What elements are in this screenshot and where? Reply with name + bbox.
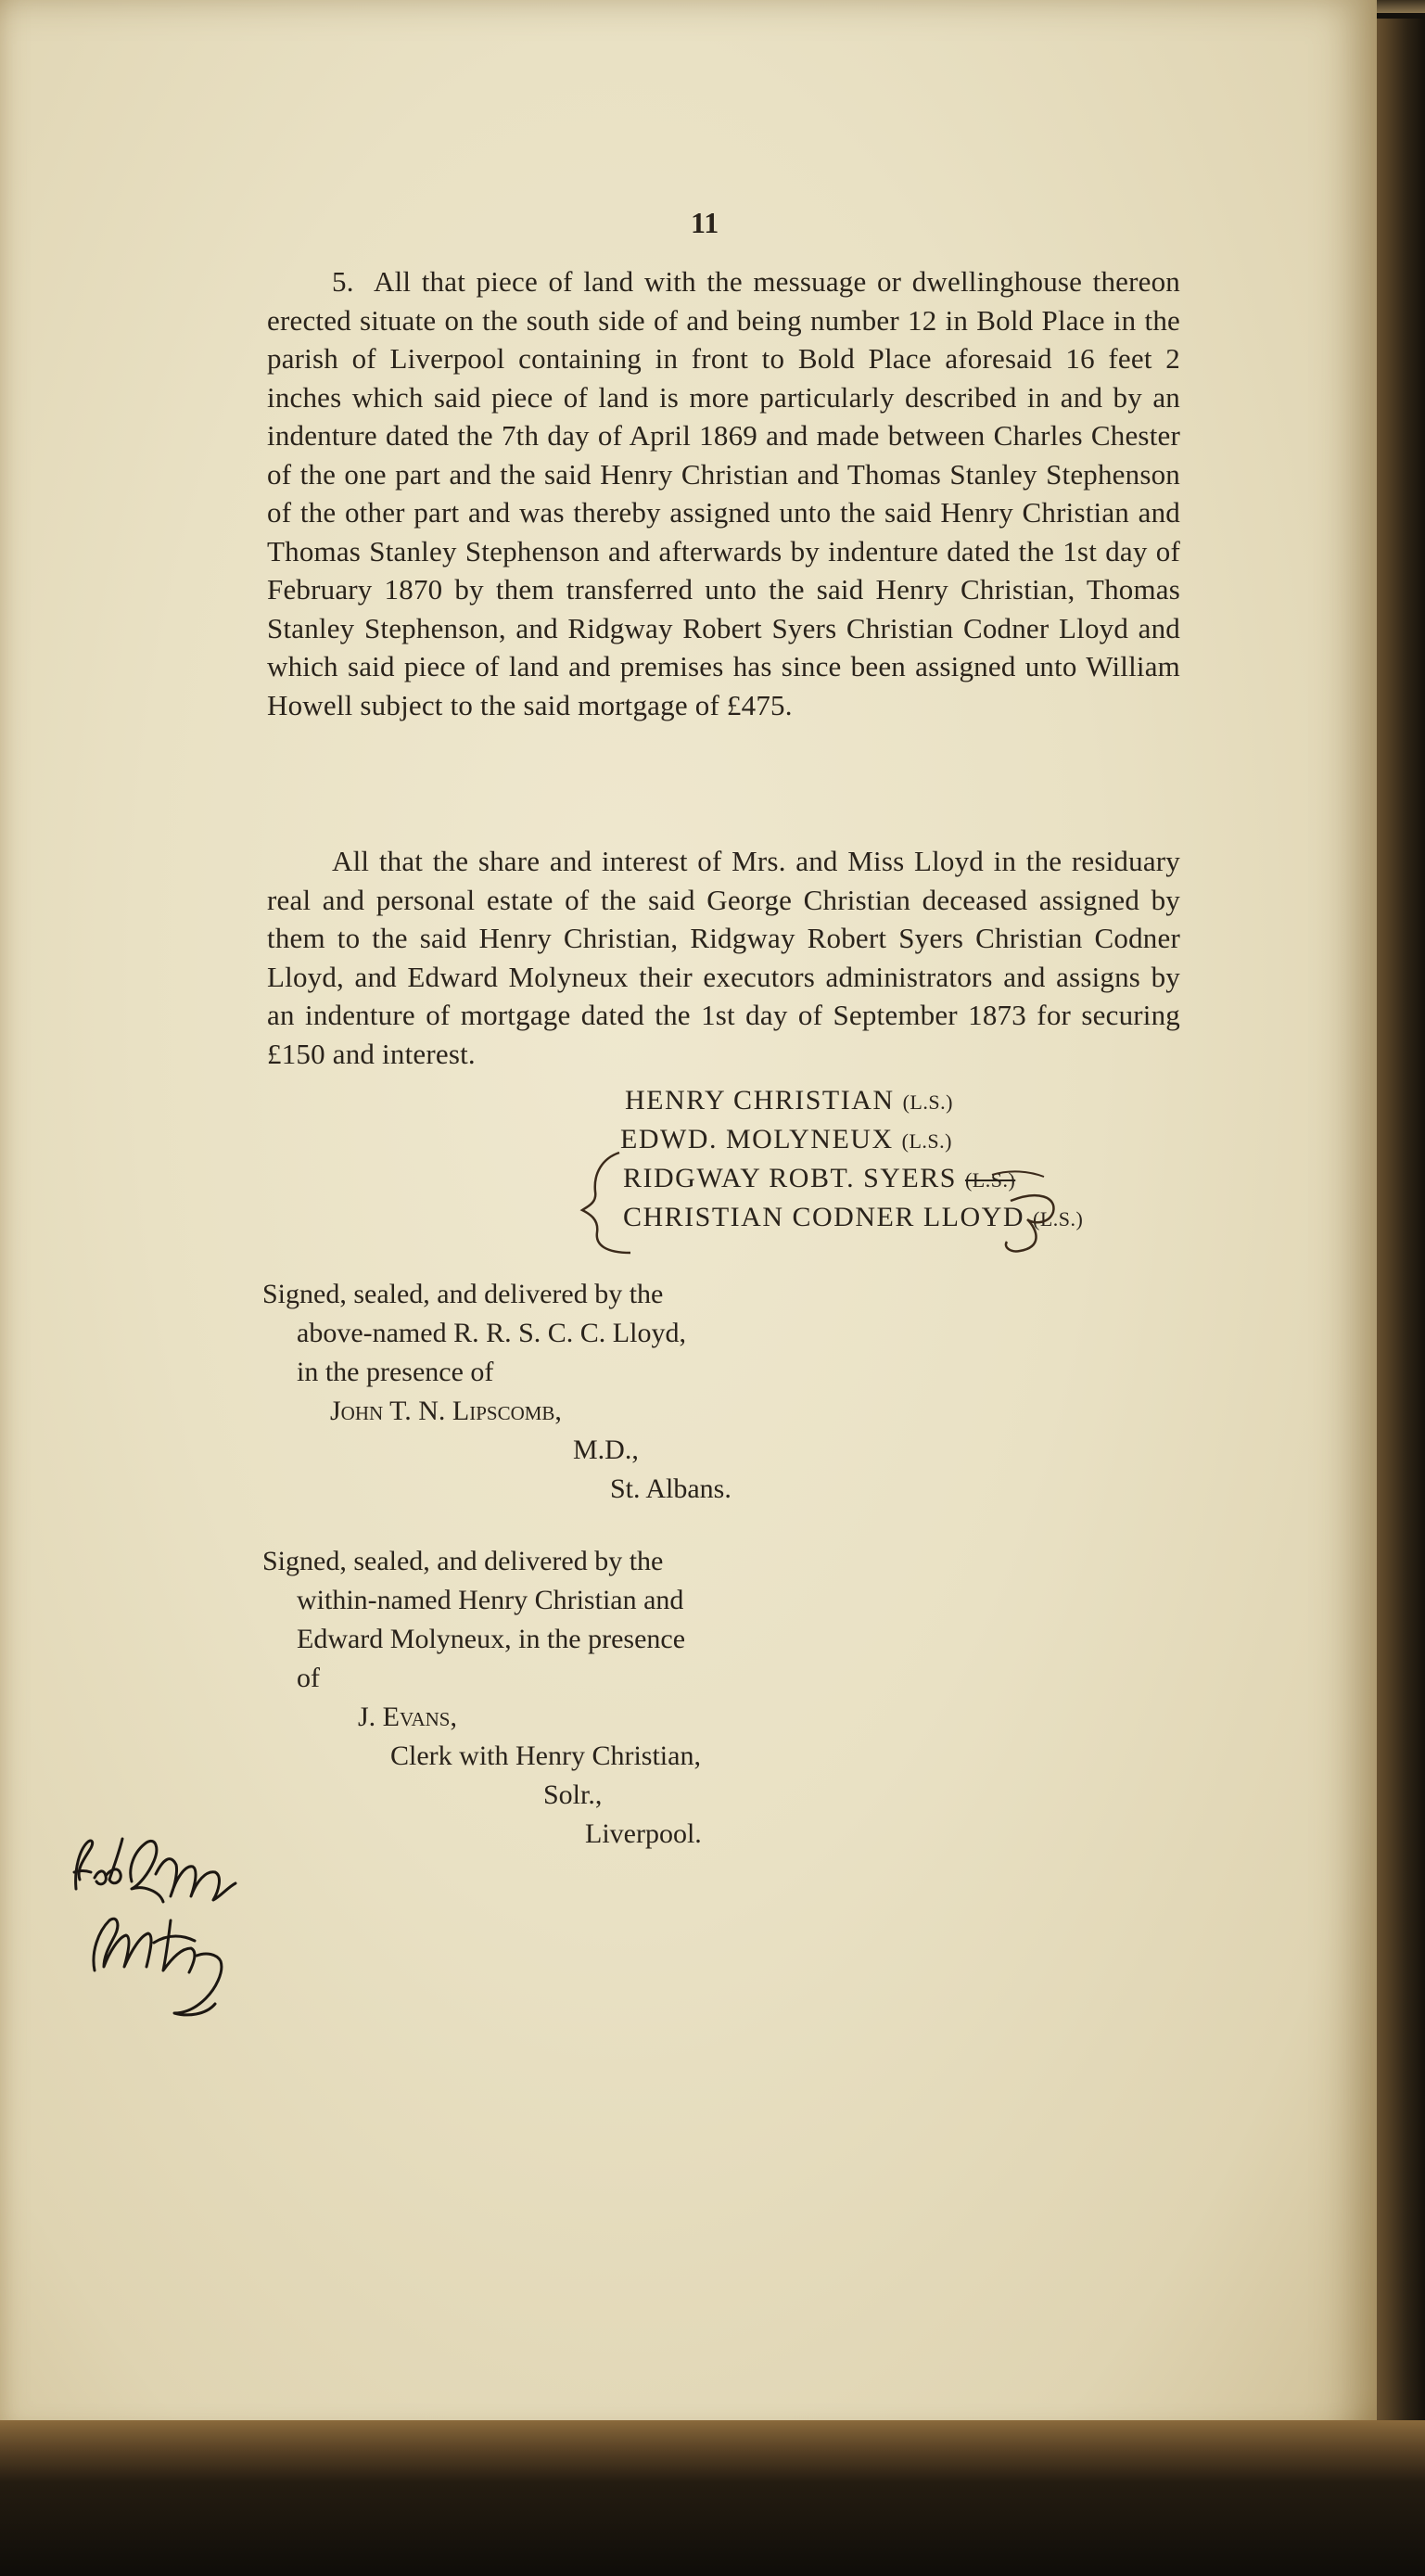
signatory-name: EDWD. MOLYNEUX <box>620 1124 894 1154</box>
paragraph-5-number: 5. <box>332 265 354 298</box>
signatory-name: RIDGWAY ROBT. SYERS <box>623 1163 957 1193</box>
attestation-lloyd <box>262 1275 732 1509</box>
witness-name: J. Evans, <box>358 1702 457 1732</box>
paragraph-share-text: All that the share and interest of Mrs. and Miss Lloyd in the residuary real and personal estate of the said George Christian deceased assigned by them to the said Henry Christian, Ridgway Robert Syers Christian Codner Lloyd, and Edward Molyneux their executors administrators and assigns by an indenture of mortgage dated the 1st day of September 1873 for securing £150 and interest. <box>267 845 1180 1070</box>
seal-mark: (L.S.) <box>901 1129 952 1153</box>
attestation-line: Signed, sealed, and delivered by the <box>262 1279 664 1309</box>
attestation-christian-molyneux <box>262 1542 702 1854</box>
attestation-line: of <box>297 1663 320 1693</box>
attestation-line: in the presence of <box>297 1357 494 1387</box>
signatory-name: CHRISTIAN CODNER LLOYD <box>623 1202 1024 1232</box>
attestation-line: Signed, sealed, and delivered by the <box>262 1546 664 1576</box>
handwritten-brace-mark <box>575 1145 1094 1256</box>
paragraph-share-interest <box>267 842 1180 1073</box>
struck-seal-mark: (L.S.) <box>964 1168 1016 1192</box>
paragraph-5 <box>267 262 1180 724</box>
witness-place: St. Albans. <box>610 1473 732 1504</box>
handwritten-initials-signature <box>67 1831 280 2026</box>
signatory-henry-christian <box>625 1085 953 1116</box>
witness-name: John T. N. Lipscomb, <box>330 1396 562 1426</box>
witness-role: Clerk with Henry Christian, <box>390 1741 701 1771</box>
page-number: 11 <box>691 206 719 239</box>
attestation-line: Edward Molyneux, in the presence <box>297 1624 686 1654</box>
witness-title: M.D., <box>573 1435 639 1465</box>
signatory-name: HENRY CHRISTIAN <box>625 1085 895 1116</box>
seal-mark: (L.S.) <box>1033 1207 1084 1231</box>
witness-title: Solr., <box>543 1779 603 1810</box>
bottom-binding-edge <box>0 2420 1425 2576</box>
paragraph-5-text: All that piece of land with the messuage or dwellinghouse thereon erected situate on the south side of and being number 12 in Bold Place in the parish of Liverpool containing in front to Bold Place aforesaid 16 feet 2 inches which said piece of land is more particularly described in and by an indenture dated the 7th day of April 1869 and made between Charles Chester of the one part and the said Henry Christian and Thomas Stanley Stephenson of the other part and was thereby assigned unto the said Henry Christian and Thomas Stanley Stephenson and afterwards by indenture dated the 1st day of February 1870 by them transferred unto the said Henry Christian, Thomas Stanley Stephenson, and Ridgway Robert Syers Christian Codner Lloyd and which said piece of land and premises has since been assigned unto William Howell subject to the said mortgage of £475. <box>267 265 1180 721</box>
seal-mark: (L.S.) <box>902 1090 953 1114</box>
attestation-line: within-named Henry Christian and <box>297 1585 684 1615</box>
witness-place: Liverpool. <box>585 1818 702 1849</box>
attestation-line: above-named R. R. S. C. C. Lloyd, <box>297 1318 686 1348</box>
